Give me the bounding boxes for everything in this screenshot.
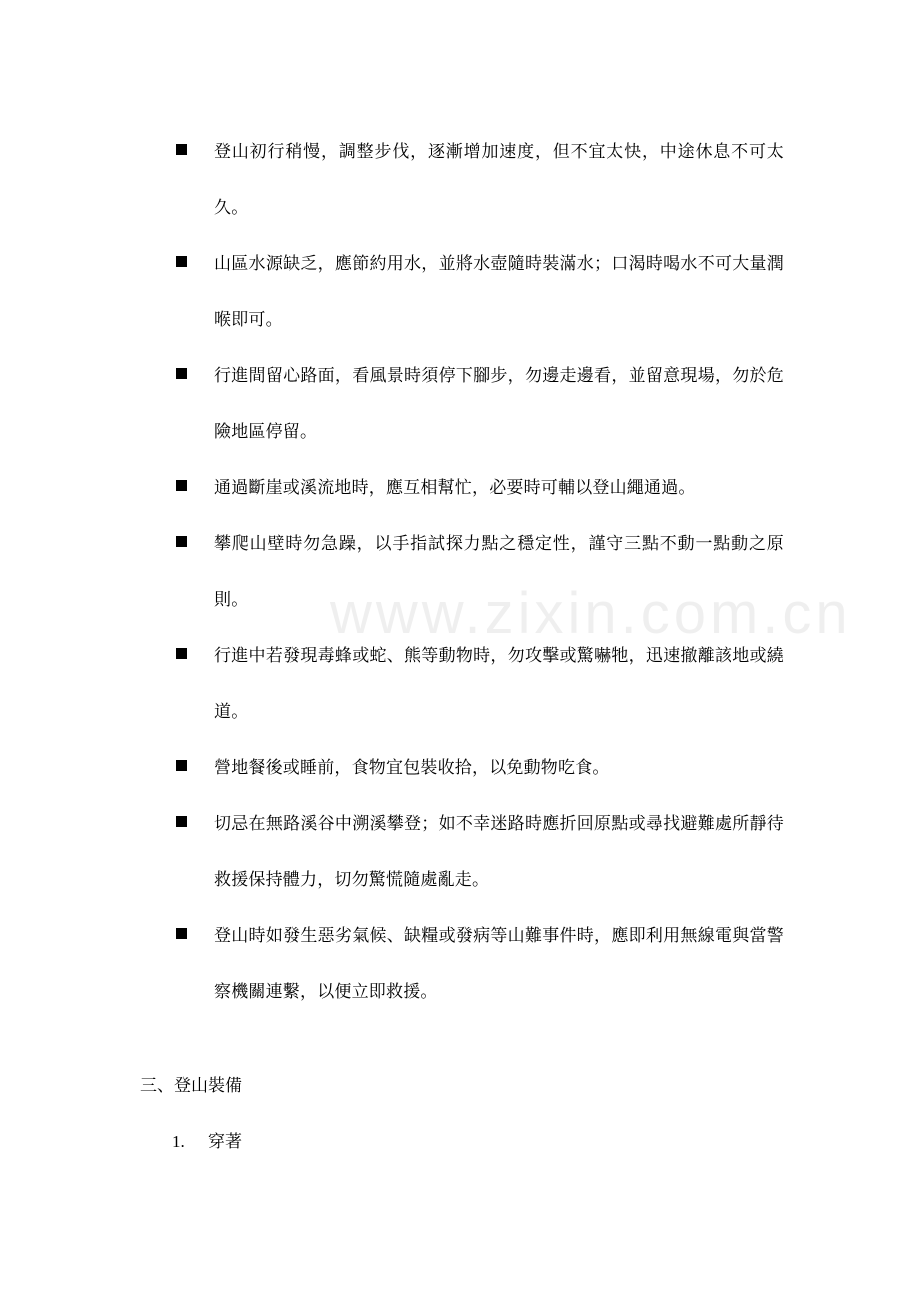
square-bullet-icon: [176, 480, 187, 491]
list-item: [176, 740, 796, 796]
section-heading: 三、登山裝備: [140, 1076, 242, 1096]
list-item-text: 攀爬山壁時勿急躁，以手指試探力點之穩定性，謹守三點不動一點動之原則。: [214, 534, 784, 610]
list-item: [176, 516, 796, 628]
safety-bullet-list: [176, 124, 796, 1020]
list-item: [176, 124, 796, 236]
list-item: [176, 348, 796, 460]
square-bullet-icon: [176, 144, 187, 155]
square-bullet-icon: [176, 760, 187, 771]
square-bullet-icon: [176, 816, 187, 827]
list-item-text: 登山初行稍慢，調整步伐，逐漸增加速度，但不宜太快，中途休息不可太久。: [214, 142, 784, 218]
square-bullet-icon: [176, 928, 187, 939]
watermark: www.zixin.com.cn: [330, 581, 852, 646]
list-item: [176, 628, 796, 740]
list-item-text: 山區水源缺乏，應節約用水，並將水壺隨時裝滿水；口渴時喝水不可大量潤喉即可。: [214, 254, 784, 330]
square-bullet-icon: [176, 256, 187, 267]
square-bullet-icon: [176, 648, 187, 659]
list-item-text: 行進間留心路面，看風景時須停下腳步，勿邊走邊看，並留意現場，勿於危險地區停留。: [214, 366, 784, 442]
list-item-text: 切忌在無路溪谷中溯溪攀登；如不幸迷路時應折回原點或尋找避難處所靜待救援保持體力，切勿驚慌隨處亂走。: [214, 814, 784, 890]
list-item-text: 通過斷崖或溪流地時，應互相幫忙，必要時可輔以登山繩通過。: [214, 478, 696, 498]
list-item: [176, 460, 796, 516]
list-item: [176, 908, 796, 1020]
list-item-text: 登山時如發生惡劣氣候、缺糧或發病等山難事件時，應即利用無線電與當警察機關連繫，以便立即救援。: [214, 926, 784, 1002]
list-item-text: 行進中若發現毒蜂或蛇、熊等動物時，勿攻擊或驚嚇牠，迅速撤離該地或繞道。: [214, 646, 784, 722]
square-bullet-icon: [176, 536, 187, 547]
list-item: [176, 796, 796, 908]
subsection-number: 1.: [172, 1132, 185, 1151]
subsection-title: 穿著: [208, 1132, 242, 1152]
list-item-text: 營地餐後或睡前，食物宜包裝收拾，以免動物吃食。: [214, 758, 610, 778]
subsection-item: [172, 1128, 242, 1156]
square-bullet-icon: [176, 368, 187, 379]
list-item: [176, 236, 796, 348]
